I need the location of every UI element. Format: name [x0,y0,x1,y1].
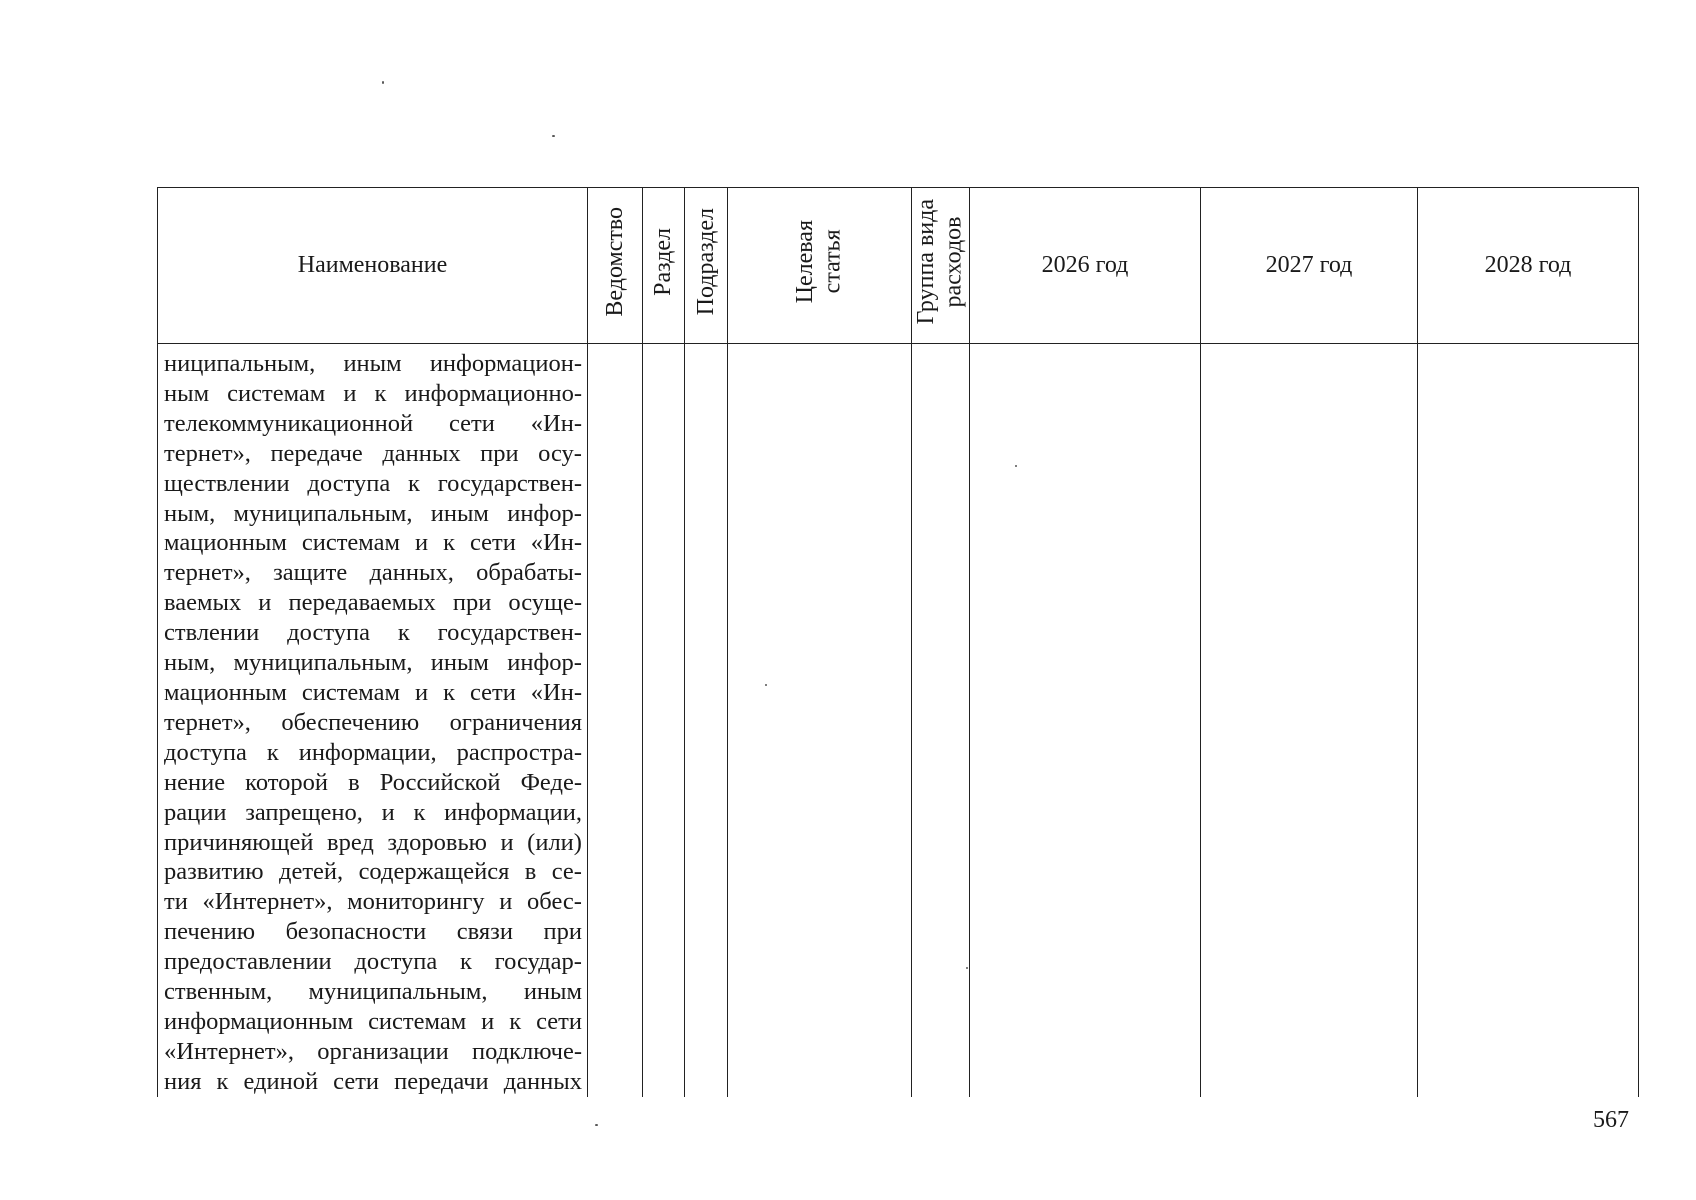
row-name-cell [158,344,588,1097]
name-text-line: ствлении доступа к государствен- [164,619,582,647]
name-text-line: ти «Интернет», мониторингу и обес- [164,888,582,916]
table-header-row [158,188,1639,344]
budget-table [157,187,1639,1097]
scan-speck [966,967,968,969]
name-text-line: мационным системам и к сети «Ин- [164,529,582,557]
name-text-line: ниципальным, иным информацион- [164,350,582,377]
scan-speck [595,1124,598,1126]
header-subsection: Подраздел [685,188,728,344]
table-row [158,344,1639,1097]
header-expense-group: Группа вида расходов [912,188,970,344]
name-text-line: нение которой в Российской Феде- [164,768,582,796]
name-text-line: ния к единой сети передачи данных [164,1067,582,1095]
row-subsection-cell [685,344,728,1097]
row-target-article-cell [728,344,912,1097]
name-text-line: мационным системам и к сети «Ин- [164,678,582,706]
name-text-line: тернет», обеспечению ограничения [164,708,582,736]
header-section: Раздел [643,188,685,344]
name-text-line: ным, муниципальным, иным инфор- [164,649,582,677]
name-text-line: причиняющей вред здоровью и (или) [164,828,582,856]
name-text-line: «Интернет», организации подключе- [164,1037,582,1065]
scan-speck [552,135,555,137]
name-text-line: ным системам и к информационно- [164,379,582,407]
row-section-cell [643,344,685,1097]
name-text-line: ваемых и передаваемых при осуще- [164,589,582,617]
name-text-line: печению безопасности связи при [164,918,582,946]
name-text-line: ственным, муниципальным, иным [164,978,582,1006]
name-text-line: телекоммуникационной сети «Ин- [164,409,582,437]
row-expense-group-cell [912,344,970,1097]
row-department-cell [588,344,643,1097]
header-year-2028: 2028 год [1418,188,1639,344]
name-text-line: предоставлении доступа к государ- [164,948,582,976]
scan-speck [765,684,767,686]
page-number: 567 [1593,1107,1629,1133]
scan-speck [1015,465,1017,467]
name-text-line: ным, муниципальным, иным инфор- [164,499,582,527]
row-year-2027-cell [1201,344,1418,1097]
name-text-line: тернет», передаче данных при осу- [164,439,582,467]
name-text-line: развитию детей, содержащейся в се- [164,858,582,886]
name-text-line: доступа к информации, распростра- [164,738,582,766]
header-name: Наименование [158,188,588,344]
header-department: Ведомство [588,188,643,344]
header-year-2026: 2026 год [970,188,1201,344]
name-text-line: ществлении доступа к государствен- [164,469,582,497]
name-text-line: информационным системам и к сети [164,1007,582,1035]
row-year-2028-cell [1418,344,1639,1097]
scan-speck [382,81,384,84]
row-name-text [164,349,582,1097]
header-year-2027: 2027 год [1201,188,1418,344]
row-year-2026-cell [970,344,1201,1097]
header-target-article: Целевая статья [728,188,912,344]
name-text-line: тернет», защите данных, обрабаты- [164,559,582,587]
name-text-line: рации запрещено, и к информации, [164,798,582,826]
